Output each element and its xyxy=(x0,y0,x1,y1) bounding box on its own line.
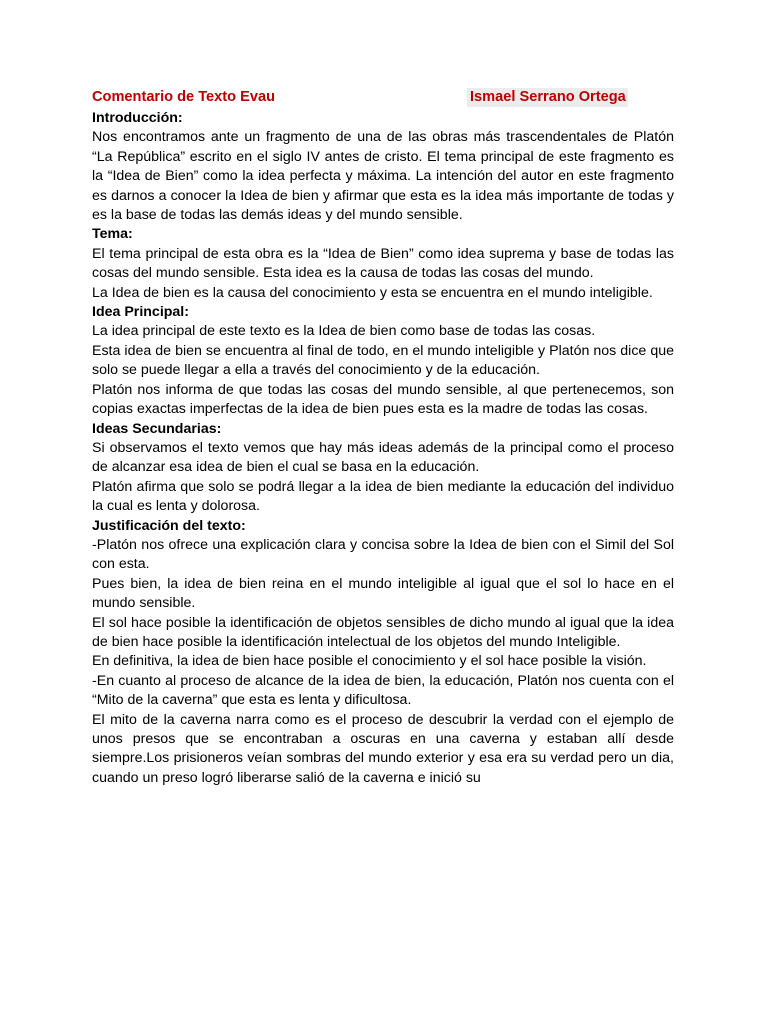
document-header xyxy=(92,88,674,108)
paragraph: El tema principal de esta obra es la “Idea de Bien” como idea suprema y base de todas las cosas del mundo sensible. Esta idea es la causa de todas las cosas del mundo. xyxy=(92,245,674,282)
document-author: Ismael Serrano Ortega xyxy=(467,88,628,107)
paragraph: El mito de la caverna narra como es el proceso de descubrir la verdad con el ejemplo de unos presos que se encontraban a oscuras en una caverna y estaban allí desde siempre.Los prisioneros veían sombras del mundo exterior y esa era su verdad pero un dia, cuando un preso logró liberarse salió de la caverna e inició su xyxy=(92,711,674,786)
section-introduccion xyxy=(92,109,674,225)
section-justificacion xyxy=(92,517,674,789)
section-idea-principal xyxy=(92,303,674,419)
section-ideas-secundarias xyxy=(92,420,674,517)
document-page xyxy=(92,88,674,788)
paragraph: El sol hace posible la identificación de objetos sensibles de dicho mundo al igual que la idea de bien hace posible la identificación intelectual de los objetos del mundo Inteligible. xyxy=(92,614,674,650)
paragraph: Nos encontramos ante un fragmento de una de las obras más trascendentales de Platón “La República” escrito en el siglo IV antes de cristo. El tema principal de este fragmento es la “Idea de Bien” como la idea perfecta y máxima. La intención del autor en este fragmento es darnos a conocer la Idea de bien y afirmar que esta es la idea más importante de todas y es la base de todas las demás ideas y del mundo sensible. xyxy=(92,129,674,224)
section-tema xyxy=(92,225,674,303)
section-heading: Idea Principal: xyxy=(92,304,189,321)
paragraph: Platón afirma que solo se podrá llegar a la idea de bien mediante la educación del individuo la cual es lenta y dolorosa. xyxy=(92,478,674,515)
paragraph: La Idea de bien es la causa del conocimiento y esta se encuentra en el mundo inteligible. xyxy=(92,284,653,301)
document-title: Comentario de Texto Evau xyxy=(92,89,275,105)
paragraph: Si observamos el texto vemos que hay más ideas además de la principal como el proceso de alcanzar esa idea de bien el cual se basa en la educación. xyxy=(92,439,674,476)
paragraph: -En cuanto al proceso de alcance de la idea de bien, la educación, Platón nos cuenta con el “Mito de la caverna” que esta es lenta y dificultosa. xyxy=(92,672,674,709)
paragraph: Pues bien, la idea de bien reina en el mundo inteligible al igual que el sol lo hace en el mundo sensible. xyxy=(92,575,674,612)
section-heading: Justificación del texto: xyxy=(92,517,246,534)
paragraph: La idea principal de este texto es la Idea de bien como base de todas las cosas. xyxy=(92,323,596,340)
paragraph: Esta idea de bien se encuentra al final de todo, en el mundo inteligible y Platón nos dice que solo se puede llegar a ella a través del conocimiento y de la educación. xyxy=(92,342,674,379)
paragraph: -Platón nos ofrece una explicación clara y concisa sobre la Idea de bien con el Simil del Sol con esta. xyxy=(92,536,674,573)
paragraph: En definitiva, la idea de bien hace posible el conocimiento y el sol hace posible la visión. xyxy=(92,653,647,670)
paragraph: Platón nos informa de que todas las cosas del mundo sensible, al que pertenecemos, son copias exactas imperfectas de la idea de bien pues esta es la madre de todas las cosas. xyxy=(92,381,674,418)
section-heading: Tema: xyxy=(92,226,133,243)
section-heading: Introducción: xyxy=(92,110,183,126)
section-heading: Ideas Secundarias: xyxy=(92,420,222,437)
